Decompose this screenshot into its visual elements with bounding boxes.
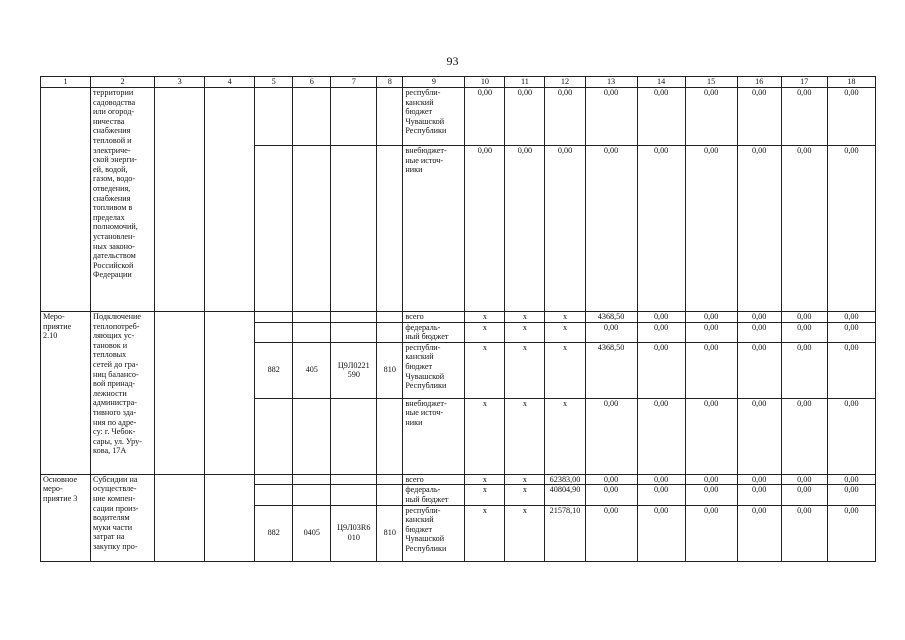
value-cell: 0,00	[585, 398, 637, 474]
code-cell	[331, 312, 377, 323]
value-cell: 0,00	[737, 485, 781, 505]
value-cell: 0,00	[685, 146, 737, 312]
funding-source: всего	[403, 312, 465, 323]
header-cell: 2	[91, 77, 155, 88]
code-cell	[293, 146, 331, 312]
value-cell: 62383,00	[545, 474, 585, 485]
value-cell: 0,00	[737, 146, 781, 312]
value-cell: 0,00	[737, 88, 781, 146]
value-cell: 0,00	[637, 322, 685, 342]
value-cell: 0,00	[637, 474, 685, 485]
value-cell: 0,00	[827, 312, 875, 323]
value-cell: x	[465, 398, 505, 474]
value-cell: x	[505, 398, 545, 474]
value-cell: 0,00	[585, 146, 637, 312]
value-cell: 40804,90	[545, 485, 585, 505]
value-cell: 0,00	[781, 146, 827, 312]
code-expense-type: 810	[377, 505, 403, 561]
header-cell: 11	[505, 77, 545, 88]
value-cell: x	[465, 312, 505, 323]
code-cell	[331, 474, 377, 485]
value-cell: x	[465, 474, 505, 485]
value-cell: 0,00	[737, 312, 781, 323]
value-cell: 0,00	[781, 342, 827, 398]
value-cell: 0,00	[781, 474, 827, 485]
value-cell: 0,00	[781, 88, 827, 146]
header-cell: 8	[377, 77, 403, 88]
code-expense-type: 810	[377, 342, 403, 398]
header-cell: 16	[737, 77, 781, 88]
value-cell: 0,00	[685, 505, 737, 561]
value-cell: 0,00	[827, 505, 875, 561]
funding-source: федераль- ный бюджет	[403, 322, 465, 342]
code-cell	[293, 398, 331, 474]
value-cell: 0,00	[637, 342, 685, 398]
value-cell: 0,00	[505, 88, 545, 146]
funding-source: внебюджет- ные источ- ники	[403, 398, 465, 474]
cell-col1	[41, 88, 91, 312]
event-description: Подключение теплопотреб- ляющих ус- тановок и тепловых сетей до гра- ниц балансо- вой принад- лежности администра- тивного зда- ния по адре- су: г. Чебок- сары, ул. Уру- кова, 17А	[91, 312, 155, 475]
value-cell: 0,00	[685, 398, 737, 474]
value-cell: x	[505, 342, 545, 398]
value-cell: 0,00	[737, 322, 781, 342]
value-cell: 0,00	[781, 485, 827, 505]
event-number: Меро- приятие 2.10	[41, 312, 91, 475]
code-target: Ц9Л03R6 010	[331, 505, 377, 561]
event-number: Основное меро- приятие 3	[41, 474, 91, 561]
value-cell: 0,00	[685, 312, 737, 323]
code-ministry: 882	[255, 342, 293, 398]
value-cell: x	[505, 505, 545, 561]
value-cell: x	[545, 342, 585, 398]
value-cell: x	[465, 342, 505, 398]
header-cell: 7	[331, 77, 377, 88]
value-cell: 0,00	[827, 342, 875, 398]
code-cell	[255, 485, 293, 505]
value-cell: 0,00	[585, 322, 637, 342]
header-cell: 17	[781, 77, 827, 88]
value-cell: 0,00	[545, 88, 585, 146]
value-cell: 0,00	[685, 474, 737, 485]
value-cell: 0,00	[737, 398, 781, 474]
value-cell: x	[505, 322, 545, 342]
value-cell: 0,00	[637, 505, 685, 561]
value-cell: 0,00	[781, 398, 827, 474]
value-cell: 4368,50	[585, 312, 637, 323]
value-cell: 0,00	[737, 474, 781, 485]
value-cell: 0,00	[637, 312, 685, 323]
value-cell: x	[505, 485, 545, 505]
header-cell: 3	[155, 77, 205, 88]
value-cell: x	[465, 485, 505, 505]
value-cell: x	[545, 322, 585, 342]
code-cell	[255, 322, 293, 342]
value-cell: x	[545, 398, 585, 474]
value-cell: 0,00	[545, 146, 585, 312]
value-cell: 0,00	[827, 146, 875, 312]
value-cell: 4368,50	[585, 342, 637, 398]
header-cell: 10	[465, 77, 505, 88]
code-cell	[377, 398, 403, 474]
code-cell	[293, 312, 331, 323]
code-cell	[293, 485, 331, 505]
page-number: 93	[446, 54, 459, 68]
cell-col3	[155, 88, 205, 312]
code-section: 405	[293, 342, 331, 398]
value-cell: x	[505, 474, 545, 485]
header-cell: 15	[685, 77, 737, 88]
value-cell: 0,00	[781, 312, 827, 323]
header-cell: 5	[255, 77, 293, 88]
cell-col4	[205, 474, 255, 561]
code-cell	[331, 146, 377, 312]
value-cell: 0,00	[827, 398, 875, 474]
table-row	[41, 312, 876, 323]
budget-table	[40, 76, 876, 562]
cell-col3	[155, 474, 205, 561]
value-cell: 0,00	[585, 88, 637, 146]
code-cell	[255, 146, 293, 312]
code-cell	[331, 398, 377, 474]
value-cell: 0,00	[685, 88, 737, 146]
value-cell: x	[465, 322, 505, 342]
value-cell: x	[465, 505, 505, 561]
cell-col4	[205, 312, 255, 475]
table-row	[41, 88, 876, 146]
value-cell: 0,00	[827, 485, 875, 505]
code-cell	[255, 88, 293, 146]
code-cell	[377, 322, 403, 342]
code-cell	[331, 485, 377, 505]
value-cell: 0,00	[781, 322, 827, 342]
code-cell	[377, 312, 403, 323]
value-cell: 0,00	[637, 485, 685, 505]
value-cell: 0,00	[827, 88, 875, 146]
value-cell: 0,00	[465, 88, 505, 146]
code-cell	[331, 322, 377, 342]
funding-source: республи- канский бюджет Чувашской Республики	[403, 505, 465, 561]
header-cell: 4	[205, 77, 255, 88]
header-cell: 12	[545, 77, 585, 88]
code-cell	[331, 88, 377, 146]
value-cell: x	[545, 312, 585, 323]
code-cell	[293, 474, 331, 485]
value-cell: 0,00	[827, 474, 875, 485]
code-cell	[255, 398, 293, 474]
header-cell: 14	[637, 77, 685, 88]
value-cell: 0,00	[781, 505, 827, 561]
value-cell: 21578,10	[545, 505, 585, 561]
value-cell: 0,00	[637, 398, 685, 474]
header-cell: 18	[827, 77, 875, 88]
code-cell	[377, 474, 403, 485]
value-cell: 0,00	[827, 322, 875, 342]
code-section: 0405	[293, 505, 331, 561]
funding-source: республи- канский бюджет Чувашской Республики	[403, 88, 465, 146]
header-row	[41, 77, 876, 88]
value-cell: 0,00	[585, 485, 637, 505]
code-ministry: 882	[255, 505, 293, 561]
code-cell	[255, 474, 293, 485]
code-cell	[377, 485, 403, 505]
header-cell: 1	[41, 77, 91, 88]
value-cell: 0,00	[685, 342, 737, 398]
value-cell: 0,00	[737, 505, 781, 561]
value-cell: 0,00	[685, 485, 737, 505]
funding-source: внебюджет- ные источ- ники	[403, 146, 465, 312]
value-cell: x	[505, 312, 545, 323]
event-description: территории садоводства или огород- ничества снабжения тепловой и электриче- ской энерги- ей, водой, газом, водо- отведения, снабжения топливом в пределах полномочий, установлен- ных законо- дательством Российской Федерации	[91, 88, 155, 312]
cell-col4	[205, 88, 255, 312]
code-cell	[293, 322, 331, 342]
header-cell: 13	[585, 77, 637, 88]
value-cell: 0,00	[737, 342, 781, 398]
header-cell: 9	[403, 77, 465, 88]
value-cell: 0,00	[465, 146, 505, 312]
table-row	[41, 474, 876, 485]
funding-source: республи- канский бюджет Чувашской Республики	[403, 342, 465, 398]
code-cell	[377, 146, 403, 312]
header-cell: 6	[293, 77, 331, 88]
cell-col3	[155, 312, 205, 475]
value-cell: 0,00	[637, 88, 685, 146]
event-description: Субсидии на осуществле- ние компен- сации произ- водителям муки части затрат на закупку про-	[91, 474, 155, 561]
code-cell	[293, 88, 331, 146]
funding-source: всего	[403, 474, 465, 485]
value-cell: 0,00	[585, 505, 637, 561]
code-target: Ц9Л0221 590	[331, 342, 377, 398]
code-cell	[377, 88, 403, 146]
value-cell: 0,00	[585, 474, 637, 485]
value-cell: 0,00	[637, 146, 685, 312]
funding-source: федераль- ный бюджет	[403, 485, 465, 505]
value-cell: 0,00	[505, 146, 545, 312]
value-cell: 0,00	[685, 322, 737, 342]
code-cell	[255, 312, 293, 323]
